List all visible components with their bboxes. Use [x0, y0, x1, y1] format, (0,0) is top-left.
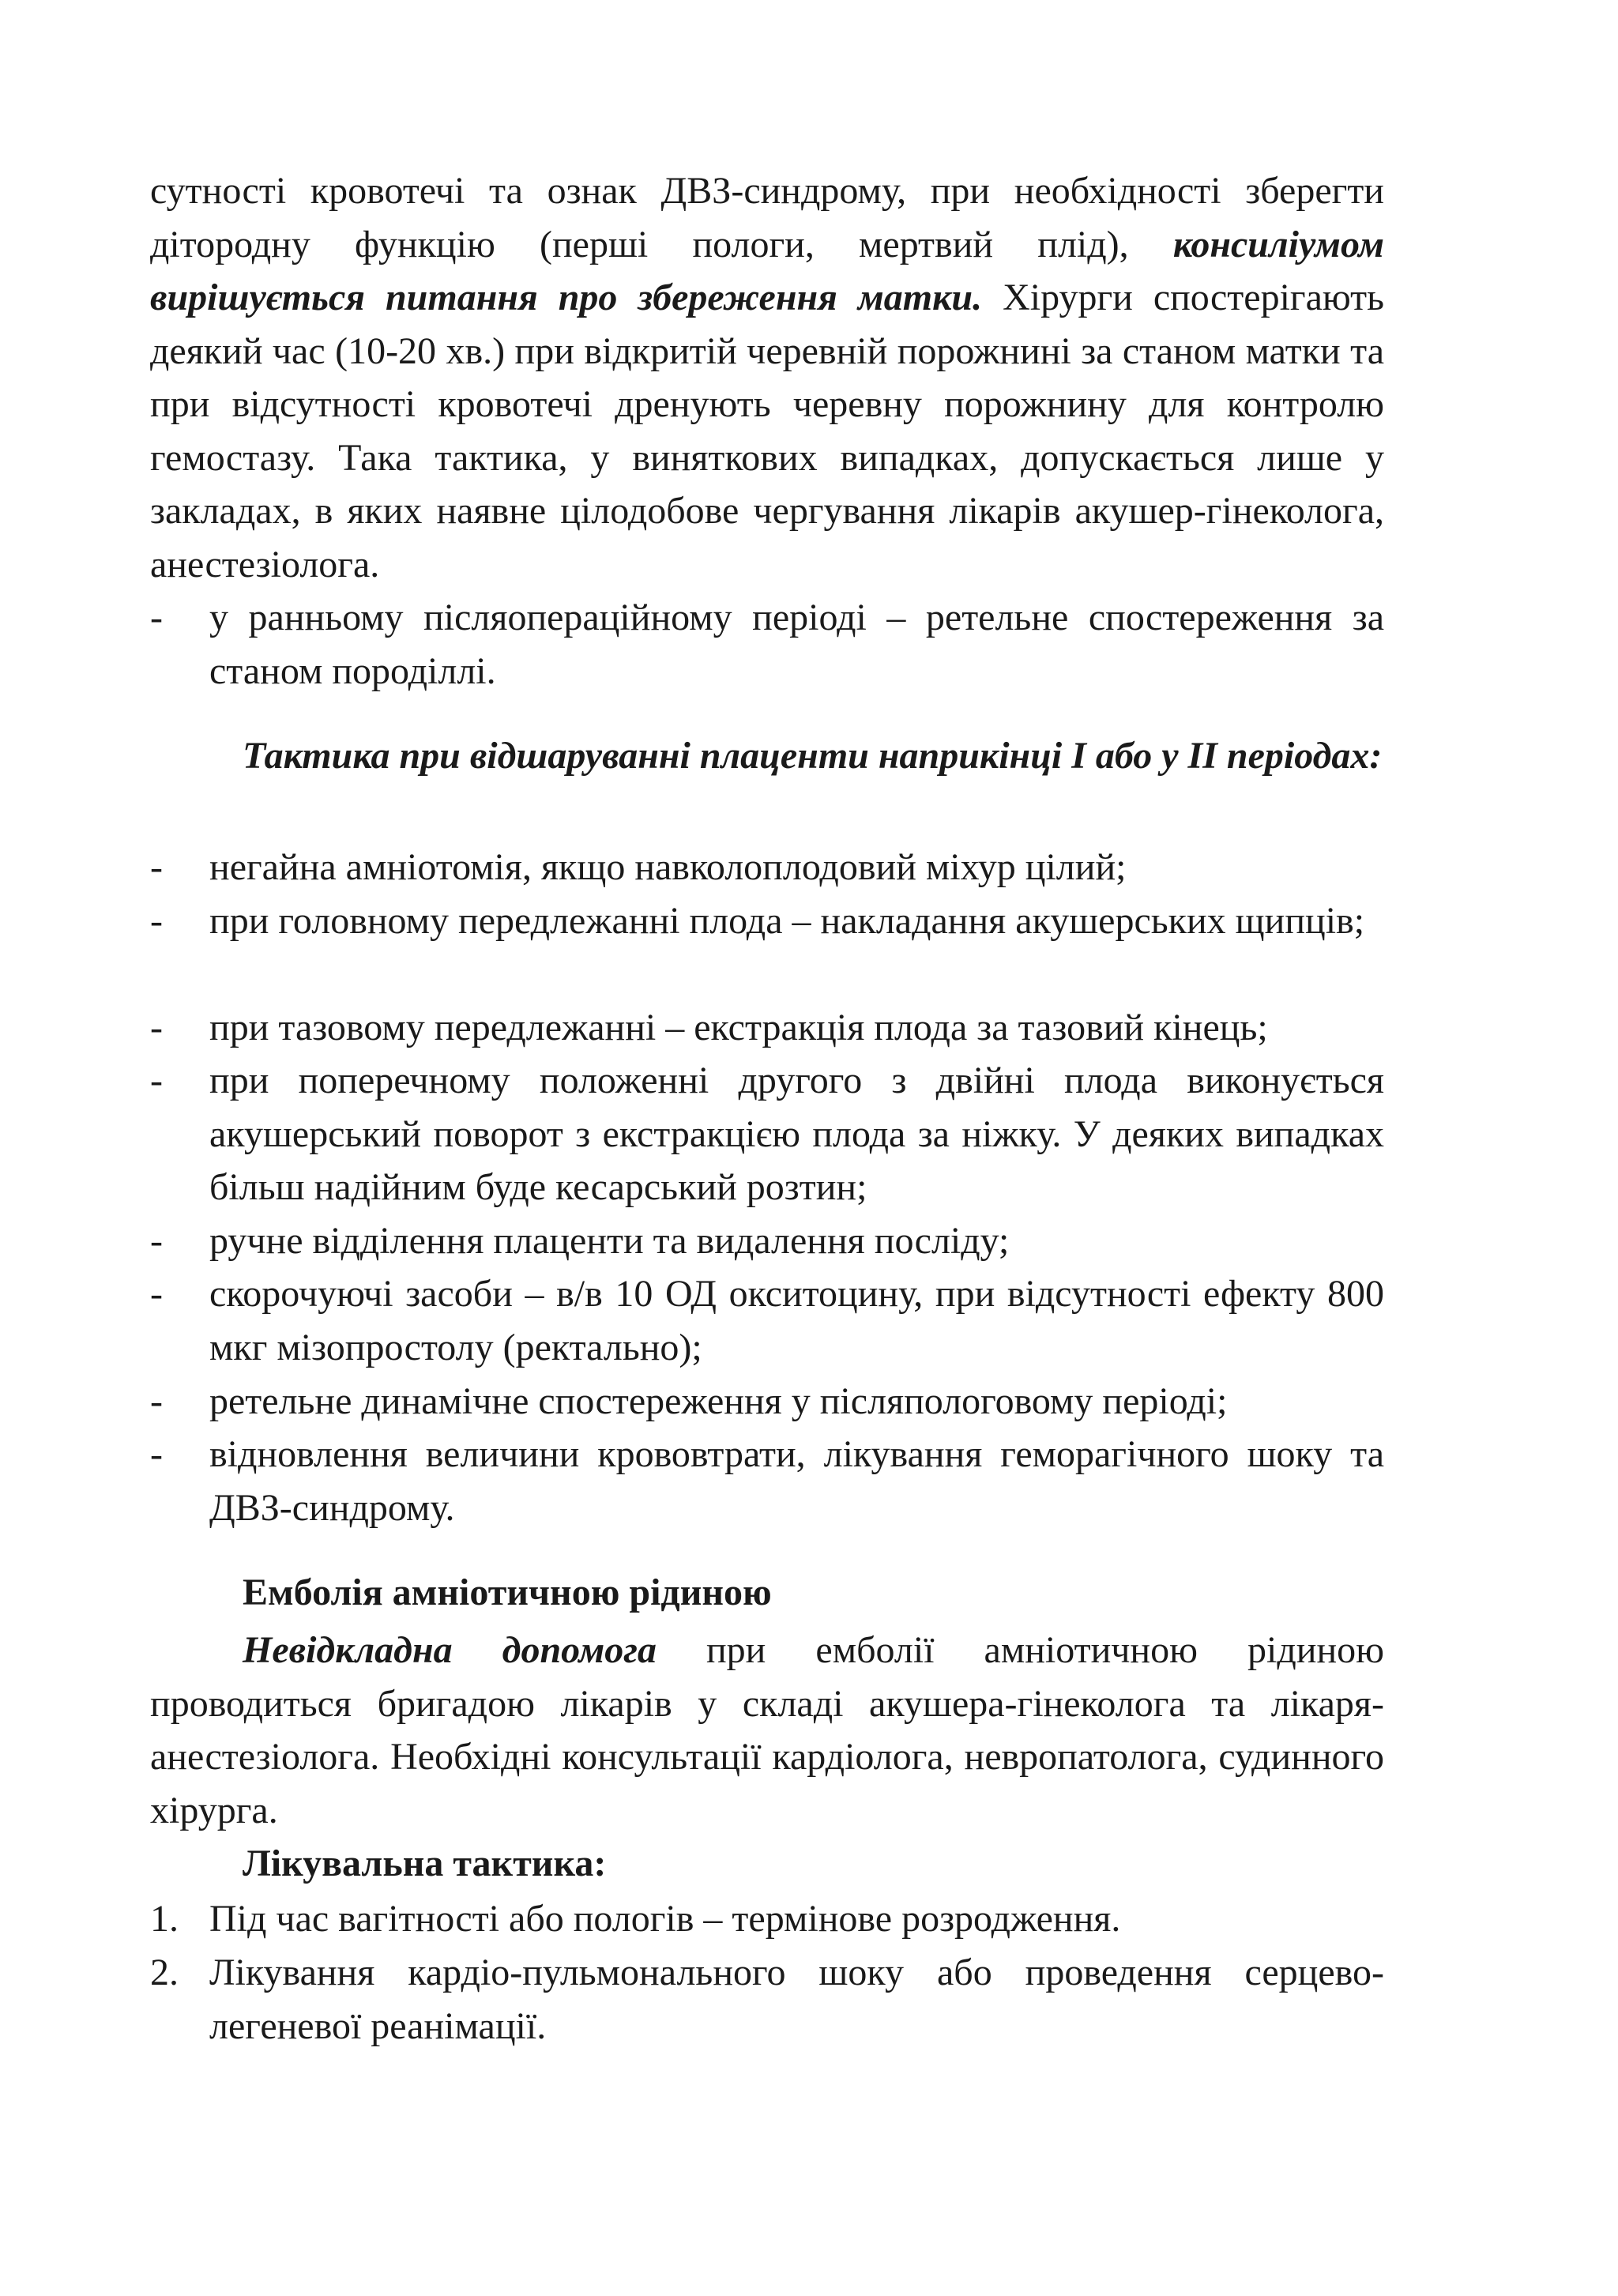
paragraph-text-a: сутності кровотечі та ознак ДВЗ-синдрому, при необхідності зберегти дітородну функцію (перші пологи, мертвий плід), [150, 170, 1384, 265]
section-heading-amniotic-embolism: Емболія амніотичною рідиною [243, 1571, 772, 1613]
list-item [150, 1375, 1384, 1428]
list-marker: - [150, 597, 163, 638]
paragraph-emphasis: консиліумом вирішується питання про збереження матки. [150, 223, 1384, 318]
list-marker: - [150, 1007, 163, 1048]
numbered-list-item [150, 1892, 1384, 1946]
list-number: 2. [150, 1952, 179, 1993]
list-item-text: відновлення величини крововтрати, лікування геморагічного шоку та ДВЗ-синдрому. [209, 1433, 1384, 1529]
list-marker: - [150, 1273, 163, 1315]
list-item-text: у ранньому післяопераційному періоді – ретельне спостереження за станом породіллі. [209, 597, 1384, 692]
list-item-text: негайна амніотомія, якщо навколоплодовий міхур цілий; [209, 846, 1127, 888]
list-item [150, 1001, 1384, 1055]
list-item [150, 1054, 1384, 1214]
list-item [150, 1214, 1384, 1268]
list-marker: - [150, 1060, 163, 1101]
list-item-text: ручне відділення плаценти та видалення посліду; [209, 1220, 1010, 1262]
list-marker: - [150, 1380, 163, 1422]
list-marker: - [150, 1433, 163, 1475]
paragraph-text-b: Хірурги спостерігають деякий час (10-20 хв.) при відкритій черевній порожнині за станом матки та при відсутності кровотечі дренують черевну порожнину для контролю гемостазу. Така тактика, у виняткових випадках, допускається лише у закладах, в яких наявне цілодобове чергування лікарів акушер-гінеколога, анестезіолога. [150, 277, 1385, 585]
list-item [150, 1267, 1384, 1374]
list-item [150, 1428, 1384, 1534]
list-item-text: Під час вагітності або пологів – термінове розродження. [209, 1898, 1121, 1940]
list-item-text: Лікування кардіо-пульмонального шоку або проведення серцево-легеневої реанімації. [209, 1952, 1384, 2047]
list-item [150, 591, 1384, 698]
section-heading-placental-abruption: Тактика при відшаруванні плаценти наприкінці І або у ІІ періодах: [243, 735, 1383, 777]
paragraph-continued [150, 164, 1384, 591]
list-marker: - [150, 900, 163, 942]
list-marker: - [150, 1220, 163, 1262]
section-heading-treatment-tactics: Лікувальна тактика: [243, 1842, 607, 1884]
list-item [150, 841, 1384, 894]
paragraph-text: при емболії амніотичною рідиною проводиться бригадою лікарів у складі акушера-гінеколога та лікаря-анестезіолога. Необхідні консультації кардіолога, невропатолога, судинного хірурга. [150, 1629, 1384, 1831]
paragraph-emergency-care [150, 1624, 1384, 1837]
list-marker: - [150, 846, 163, 888]
numbered-list-item [150, 1946, 1384, 2053]
list-number: 1. [150, 1898, 179, 1940]
list-item-text: при головному передлежанні плода – накладання акушерських щипців; [209, 900, 1365, 942]
list-item [150, 894, 1384, 948]
list-item-text: при поперечному положенні другого з двійні плода виконується акушерський поворот з екстракцією плода за ніжку. У деяких випадках більш надійним буде кесарський розтин; [209, 1060, 1384, 1208]
list-item-text: при тазовому передлежанні – екстракція плода за тазовий кінець; [209, 1007, 1268, 1048]
list-item-text: скорочуючі засоби – в/в 10 ОД окситоцину, при відсутності ефекту 800 мкг мізопростолу (ректально); [209, 1273, 1384, 1368]
list-item-text: ретельне динамічне спостереження у післяпологовому періоді; [209, 1380, 1228, 1422]
paragraph-emphasis: Невідкладна допомога [243, 1629, 657, 1671]
